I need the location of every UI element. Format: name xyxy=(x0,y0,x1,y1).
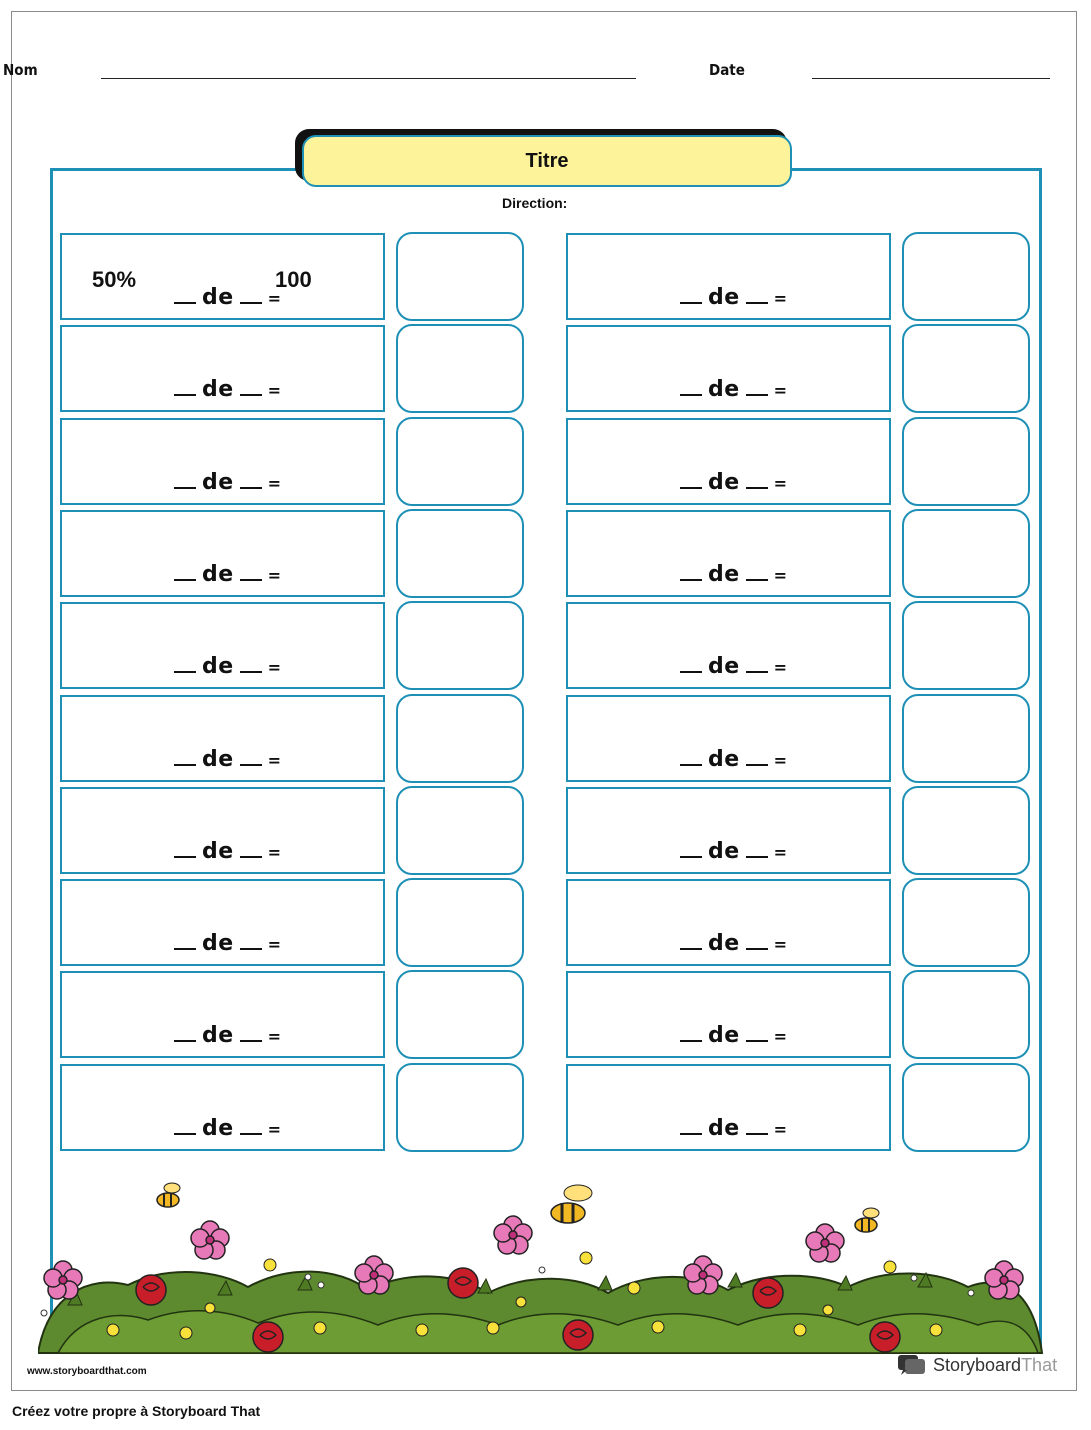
blank[interactable] xyxy=(174,1038,196,1042)
equals-sign: = xyxy=(267,935,282,954)
de-word: de xyxy=(708,654,740,679)
blank[interactable] xyxy=(240,1038,262,1042)
de-word: de xyxy=(708,377,740,402)
problem-box[interactable] xyxy=(566,879,891,966)
de-word: de xyxy=(708,931,740,956)
blank[interactable] xyxy=(174,946,196,950)
answer-box[interactable] xyxy=(396,970,524,1059)
de-word: de xyxy=(708,839,740,864)
equals-sign: = xyxy=(773,474,788,493)
blank[interactable] xyxy=(240,485,262,489)
blank[interactable] xyxy=(240,300,262,304)
blank[interactable] xyxy=(240,577,262,581)
blank[interactable] xyxy=(680,762,702,766)
problem-box[interactable] xyxy=(60,695,385,782)
blank[interactable] xyxy=(680,392,702,396)
blank[interactable] xyxy=(240,392,262,396)
percent-equation xyxy=(680,931,788,956)
problem-box[interactable] xyxy=(566,418,891,505)
blank[interactable] xyxy=(746,1131,768,1135)
storyboardthat-logo[interactable] xyxy=(897,1354,1057,1376)
equals-sign: = xyxy=(773,381,788,400)
blank[interactable] xyxy=(174,854,196,858)
storyboardthat-logo-icon xyxy=(897,1354,927,1376)
blank[interactable] xyxy=(174,392,196,396)
blank[interactable] xyxy=(746,669,768,673)
percent-equation xyxy=(174,654,282,679)
name-line[interactable] xyxy=(101,78,636,79)
problem-box[interactable] xyxy=(60,418,385,505)
answer-box[interactable] xyxy=(396,878,524,967)
problem-box[interactable] xyxy=(566,602,891,689)
percent-equation xyxy=(174,839,282,864)
de-word: de xyxy=(708,470,740,495)
percent-equation xyxy=(174,931,282,956)
de-word: de xyxy=(202,654,234,679)
de-word: de xyxy=(202,1023,234,1048)
title-box[interactable] xyxy=(302,135,792,187)
problem-box[interactable] xyxy=(566,510,891,597)
percent-equation xyxy=(680,654,788,679)
problem-box[interactable] xyxy=(566,787,891,874)
answer-box[interactable] xyxy=(902,1063,1030,1152)
equals-sign: = xyxy=(267,289,282,308)
percent-equation xyxy=(174,562,282,587)
percent-equation xyxy=(680,377,788,402)
percent-equation xyxy=(174,1116,282,1141)
percent-equation xyxy=(680,470,788,495)
blank[interactable] xyxy=(746,762,768,766)
blank[interactable] xyxy=(680,577,702,581)
answer-box[interactable] xyxy=(902,970,1030,1059)
date-label: Date xyxy=(709,61,745,79)
blank[interactable] xyxy=(240,762,262,766)
brand-story: Storyboard xyxy=(933,1354,1022,1375)
problem-box[interactable] xyxy=(566,971,891,1058)
blank[interactable] xyxy=(174,1131,196,1135)
de-word: de xyxy=(708,285,740,310)
blank[interactable] xyxy=(746,854,768,858)
de-word: de xyxy=(708,747,740,772)
answer-box[interactable] xyxy=(396,1063,524,1152)
bottom-caption[interactable]: Créez votre propre à Storyboard That xyxy=(12,1403,261,1419)
equals-sign: = xyxy=(267,843,282,862)
percent-equation xyxy=(174,377,282,402)
problem-box[interactable] xyxy=(60,879,385,966)
percent-equation xyxy=(680,285,788,310)
blank[interactable] xyxy=(174,485,196,489)
problem-box[interactable] xyxy=(60,971,385,1058)
percent-equation xyxy=(680,747,788,772)
equals-sign: = xyxy=(773,751,788,770)
problem-box[interactable] xyxy=(566,233,891,320)
problem-box[interactable] xyxy=(60,1064,385,1151)
de-word: de xyxy=(202,747,234,772)
blank[interactable] xyxy=(174,577,196,581)
problem-box[interactable] xyxy=(60,787,385,874)
blank[interactable] xyxy=(680,300,702,304)
footer-url[interactable]: www.storyboardthat.com xyxy=(27,1366,147,1377)
blank[interactable] xyxy=(680,669,702,673)
percent-equation xyxy=(174,1023,282,1048)
de-word: de xyxy=(202,931,234,956)
answer-box[interactable] xyxy=(396,786,524,875)
percent-equation xyxy=(680,562,788,587)
de-word: de xyxy=(708,1023,740,1048)
problem-box[interactable] xyxy=(60,602,385,689)
equals-sign: = xyxy=(267,751,282,770)
de-word: de xyxy=(708,562,740,587)
blank[interactable] xyxy=(680,485,702,489)
blank[interactable] xyxy=(746,1038,768,1042)
equals-sign: = xyxy=(773,566,788,585)
equals-sign: = xyxy=(267,566,282,585)
equals-sign: = xyxy=(773,935,788,954)
name-label: Nom xyxy=(3,61,38,79)
blank[interactable] xyxy=(680,1038,702,1042)
de-word: de xyxy=(202,470,234,495)
answer-box[interactable] xyxy=(902,786,1030,875)
answer-box[interactable] xyxy=(902,878,1030,967)
blank[interactable] xyxy=(746,300,768,304)
percent-equation xyxy=(680,1023,788,1048)
date-line[interactable] xyxy=(812,78,1050,79)
blank[interactable] xyxy=(174,300,196,304)
de-word: de xyxy=(202,562,234,587)
blank[interactable] xyxy=(240,669,262,673)
brand-that: That xyxy=(1021,1354,1058,1375)
answer-box[interactable] xyxy=(902,694,1030,783)
answer-box[interactable] xyxy=(396,601,524,690)
percent-equation xyxy=(680,839,788,864)
answer-box[interactable] xyxy=(902,601,1030,690)
answer-box[interactable] xyxy=(396,509,524,598)
de-word: de xyxy=(202,1116,234,1141)
blank[interactable] xyxy=(174,762,196,766)
problem-box[interactable] xyxy=(60,325,385,412)
answer-box[interactable] xyxy=(902,232,1030,321)
example-percent: 50% xyxy=(92,267,137,292)
problem-box[interactable] xyxy=(60,233,385,320)
de-word: de xyxy=(202,377,234,402)
equals-sign: = xyxy=(267,474,282,493)
example-value: 100 xyxy=(275,267,312,292)
equals-sign: = xyxy=(267,1027,282,1046)
percent-equation xyxy=(174,470,282,495)
percent-equation xyxy=(174,747,282,772)
blank[interactable] xyxy=(240,946,262,950)
problem-box[interactable] xyxy=(566,695,891,782)
blank[interactable] xyxy=(746,577,768,581)
page-title: Titre xyxy=(525,149,569,172)
equals-sign: = xyxy=(773,658,788,677)
percent-equation xyxy=(680,1116,788,1141)
de-word: de xyxy=(202,839,234,864)
problem-box[interactable] xyxy=(60,510,385,597)
equals-sign: = xyxy=(267,658,282,677)
equals-sign: = xyxy=(773,289,788,308)
answer-box[interactable] xyxy=(902,324,1030,413)
answer-box[interactable] xyxy=(396,232,524,321)
answer-box[interactable] xyxy=(396,324,524,413)
equals-sign: = xyxy=(773,843,788,862)
equals-sign: = xyxy=(267,1120,282,1139)
blank[interactable] xyxy=(240,1131,262,1135)
equals-sign: = xyxy=(773,1120,788,1139)
de-word: de xyxy=(202,285,234,310)
blank[interactable] xyxy=(680,1131,702,1135)
blank[interactable] xyxy=(174,669,196,673)
answer-box[interactable] xyxy=(902,509,1030,598)
blank[interactable] xyxy=(680,946,702,950)
de-word: de xyxy=(708,1116,740,1141)
blank[interactable] xyxy=(680,854,702,858)
problem-box[interactable] xyxy=(566,325,891,412)
garden-decoration xyxy=(38,1175,1046,1355)
equals-sign: = xyxy=(773,1027,788,1046)
direction-label: Direction: xyxy=(502,195,568,211)
problem-box[interactable] xyxy=(566,1064,891,1151)
answer-box[interactable] xyxy=(396,694,524,783)
answer-box[interactable] xyxy=(902,417,1030,506)
blank[interactable] xyxy=(746,485,768,489)
answer-box[interactable] xyxy=(396,417,524,506)
blank[interactable] xyxy=(746,392,768,396)
equals-sign: = xyxy=(267,381,282,400)
percent-equation xyxy=(174,285,282,310)
blank[interactable] xyxy=(240,854,262,858)
blank[interactable] xyxy=(746,946,768,950)
